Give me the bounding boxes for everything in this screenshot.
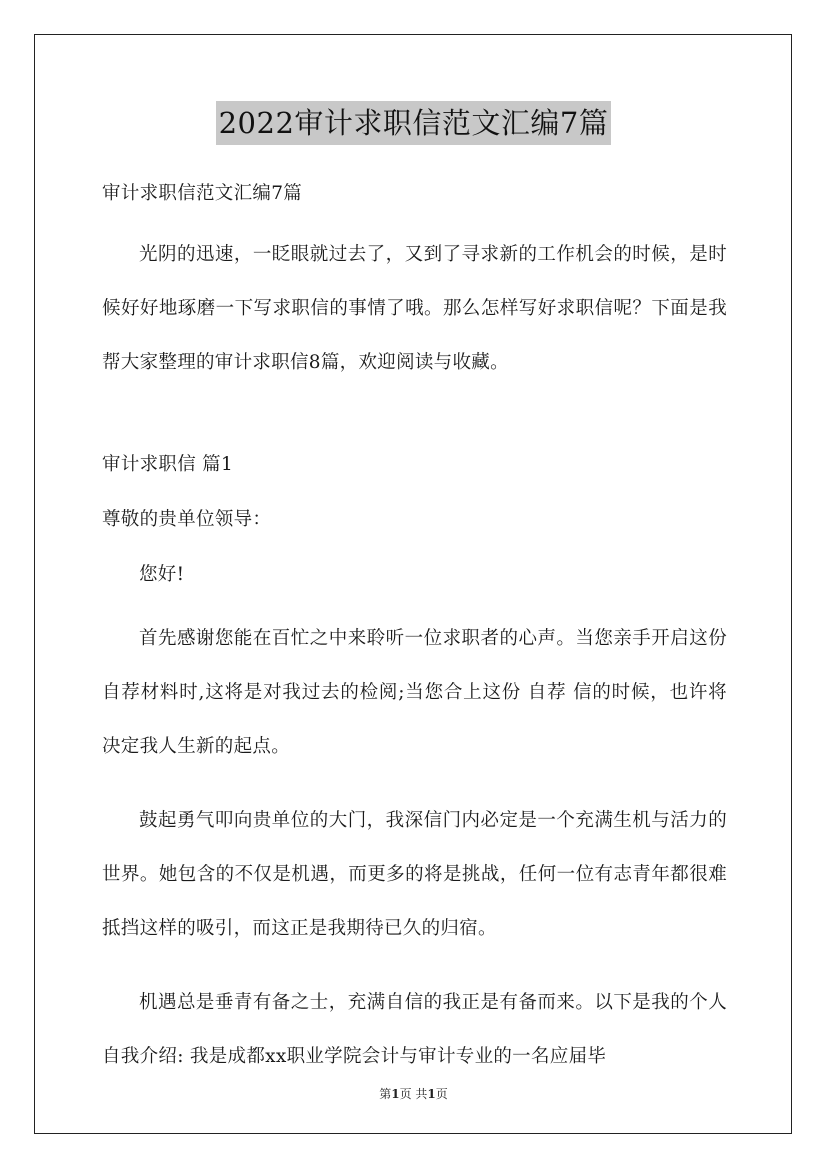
document-title: 2022审计求职信范文汇编7篇 xyxy=(216,101,612,145)
body-paragraph: 机遇总是垂青有备之士，充满自信的我正是有备而来。以下是我的个人自我介绍: 我是成都xx职业学院会计与审计专业的一名应届毕 xyxy=(102,992,727,1067)
footer-mid: 页 共 xyxy=(399,1087,428,1101)
footer-suffix: 页 xyxy=(435,1087,448,1101)
page-footer xyxy=(0,1085,827,1102)
footer-page-current: 1 xyxy=(391,1087,400,1101)
footer-prefix: 第 xyxy=(379,1087,392,1101)
body-paragraph: 首先感谢您能在百忙之中来聆听一位求职者的心声。当您亲手开启这份自荐材料时,这将是对我过去的检阅;当您合上这份 自荐 信的时候，也许将决定我人生新的起点。 xyxy=(102,628,727,757)
intro-paragraph: 光阴的迅速，一眨眼就过去了，又到了寻求新的工作机会的时候，是时候好好地琢磨一下写求职信的事情了哦。那么怎样写好求职信呢？下面是我帮大家整理的审计求职信8篇，欢迎阅读与收藏。 xyxy=(102,244,727,373)
section-heading: 审计求职信 篇1 xyxy=(102,454,234,475)
document-body xyxy=(102,176,727,1084)
title-container xyxy=(0,101,827,145)
salutation: 尊敬的贵单位领导： xyxy=(102,509,272,530)
greeting: 您好! xyxy=(139,564,185,585)
body-paragraph: 鼓起勇气叩向贵单位的大门，我深信门内必定是一个充满生机与活力的世界。她包含的不仅是机遇，而更多的将是挑战，任何一位有志青年都很难抵挡这样的吸引，而这正是我期待已久的归宿。 xyxy=(102,810,727,939)
document-subtitle: 审计求职信范文汇编7篇 xyxy=(102,183,303,204)
footer-page-total: 1 xyxy=(427,1087,436,1101)
